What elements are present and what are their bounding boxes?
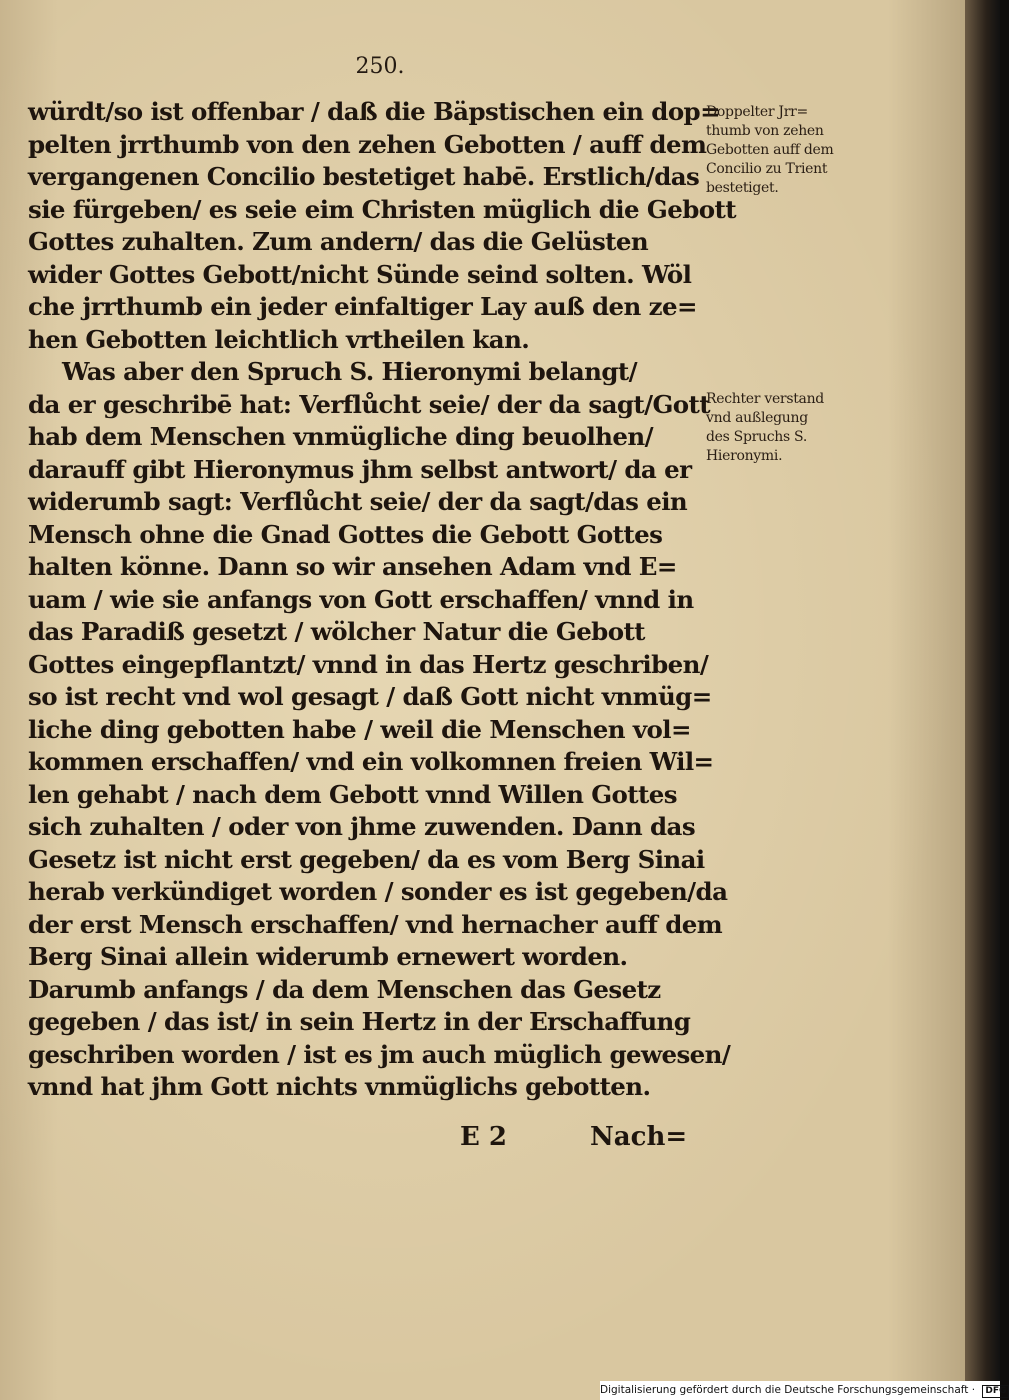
text-line: che jrrthumb ein jeder einfaltiger Lay auß den ze= [28, 292, 697, 321]
margin-note-line: des Spruchs S. [706, 429, 807, 445]
text-line: widerumb sagt: Verflůcht seie/ der da sagt/das ein [28, 487, 688, 516]
digitization-footer [600, 1381, 1007, 1400]
margin-note [706, 390, 876, 466]
margin-note-line: Doppelter Jrr= [706, 104, 808, 120]
page-number: 250. [355, 54, 405, 79]
text-line: das Paradiß gesetzt / wölcher Natur die Gebott [28, 617, 645, 646]
text-line: sich zuhalten / oder von jhme zuwenden. Dann das [28, 812, 696, 841]
signature-mark: E 2 [460, 1122, 507, 1152]
text-line: sie fürgeben/ es seie eim Christen müglich die Gebott [28, 194, 736, 224]
text-line: so ist recht vnd wol gesagt / daß Gott nicht vnmüg= [28, 682, 712, 711]
text-line: wider Gottes Gebott/nicht Sünde seind solten. Wöl [28, 259, 692, 289]
text-line: würdt/so ist offenbar / daß die Bäpstischen ein dop= [28, 97, 721, 126]
text-line: Gottes zuhalten. Zum andern/ das die Gelüsten [28, 227, 649, 256]
text-line: Darumb anfangs / da dem Menschen das Gesetz [28, 974, 661, 1004]
catchword: Nach= [590, 1122, 688, 1152]
text-line: pelten jrrthumb von den zehen Gebotten / auff dem [28, 129, 707, 159]
margin-note-line: Concilio zu Trient [706, 161, 828, 177]
text-line: Was aber den Spruch S. Hieronymi belangt/ [62, 357, 637, 386]
text-line: len gehabt / nach dem Gebott vnnd Willen Gottes [28, 779, 677, 809]
margin-note-line: bestetiget. [706, 180, 779, 196]
text-line: halten könne. Dann so wir ansehen Adam vnd E= [28, 552, 677, 581]
text-line: vergangenen Concilio bestetiget habē. Erstlich/das [28, 162, 700, 191]
text-line: der erst Mensch erschaffen/ vnd hernacher auff dem [28, 909, 723, 939]
text-line: uam / wie sie anfangs von Gott erschaffen/ vnnd in [28, 584, 694, 614]
text-line: vnnd hat jhm Gott nichts vnmüglichs gebotten. [28, 1072, 651, 1101]
margin-note-line: Gebotten auff dem [706, 142, 834, 158]
text-line: Berg Sinai allein widerumb ernewert worden. [28, 942, 628, 971]
book-spine-shadow [965, 0, 1000, 1386]
text-line: Gottes eingepflantzt/ vnnd in das Hertz geschriben/ [28, 649, 709, 679]
text-line: liche ding gebotten habe / weil die Menschen vol= [28, 714, 691, 744]
text-line: Gesetz ist nicht erst gegeben/ da es vom Berg Sinai [28, 844, 705, 874]
text-line: kommen erschaffen/ vnd ein volkomnen freien Wil= [28, 747, 714, 776]
margin-note-line: vnd außlegung [706, 410, 808, 426]
text-line: Mensch ohne die Gnad Gottes die Gebott Gottes [28, 519, 663, 549]
margin-note [706, 103, 876, 198]
text-line: hab dem Menschen vnmügliche ding beuolhen/ [28, 422, 653, 451]
main-text-block [28, 96, 736, 1104]
dfg-logo-icon: DFG [982, 1385, 1009, 1398]
text-line: herab verkündiget worden / sonder es ist gegeben/da [28, 877, 728, 906]
text-line: da er geschribē hat: Verflůcht seie/ der da sagt/Gott [28, 389, 710, 419]
margin-note-line: Rechter verstand [706, 391, 824, 407]
text-line: hen Gebotten leichtlich vrtheilen kan. [28, 324, 530, 354]
margin-note-line: thumb von zehen [706, 123, 824, 139]
margin-note-line: Hieronymi. [706, 448, 783, 464]
text-line: gegeben / das ist/ in sein Hertz in der Erschaffung [28, 1007, 691, 1036]
text-line: geschriben worden / ist es jm auch müglich gewesen/ [28, 1039, 731, 1069]
text-line: darauff gibt Hieronymus jhm selbst antwort/ da er [28, 454, 692, 484]
footer-text: Digitalisierung gefördert durch die Deutsche Forschungsgemeinschaft · [600, 1384, 976, 1396]
